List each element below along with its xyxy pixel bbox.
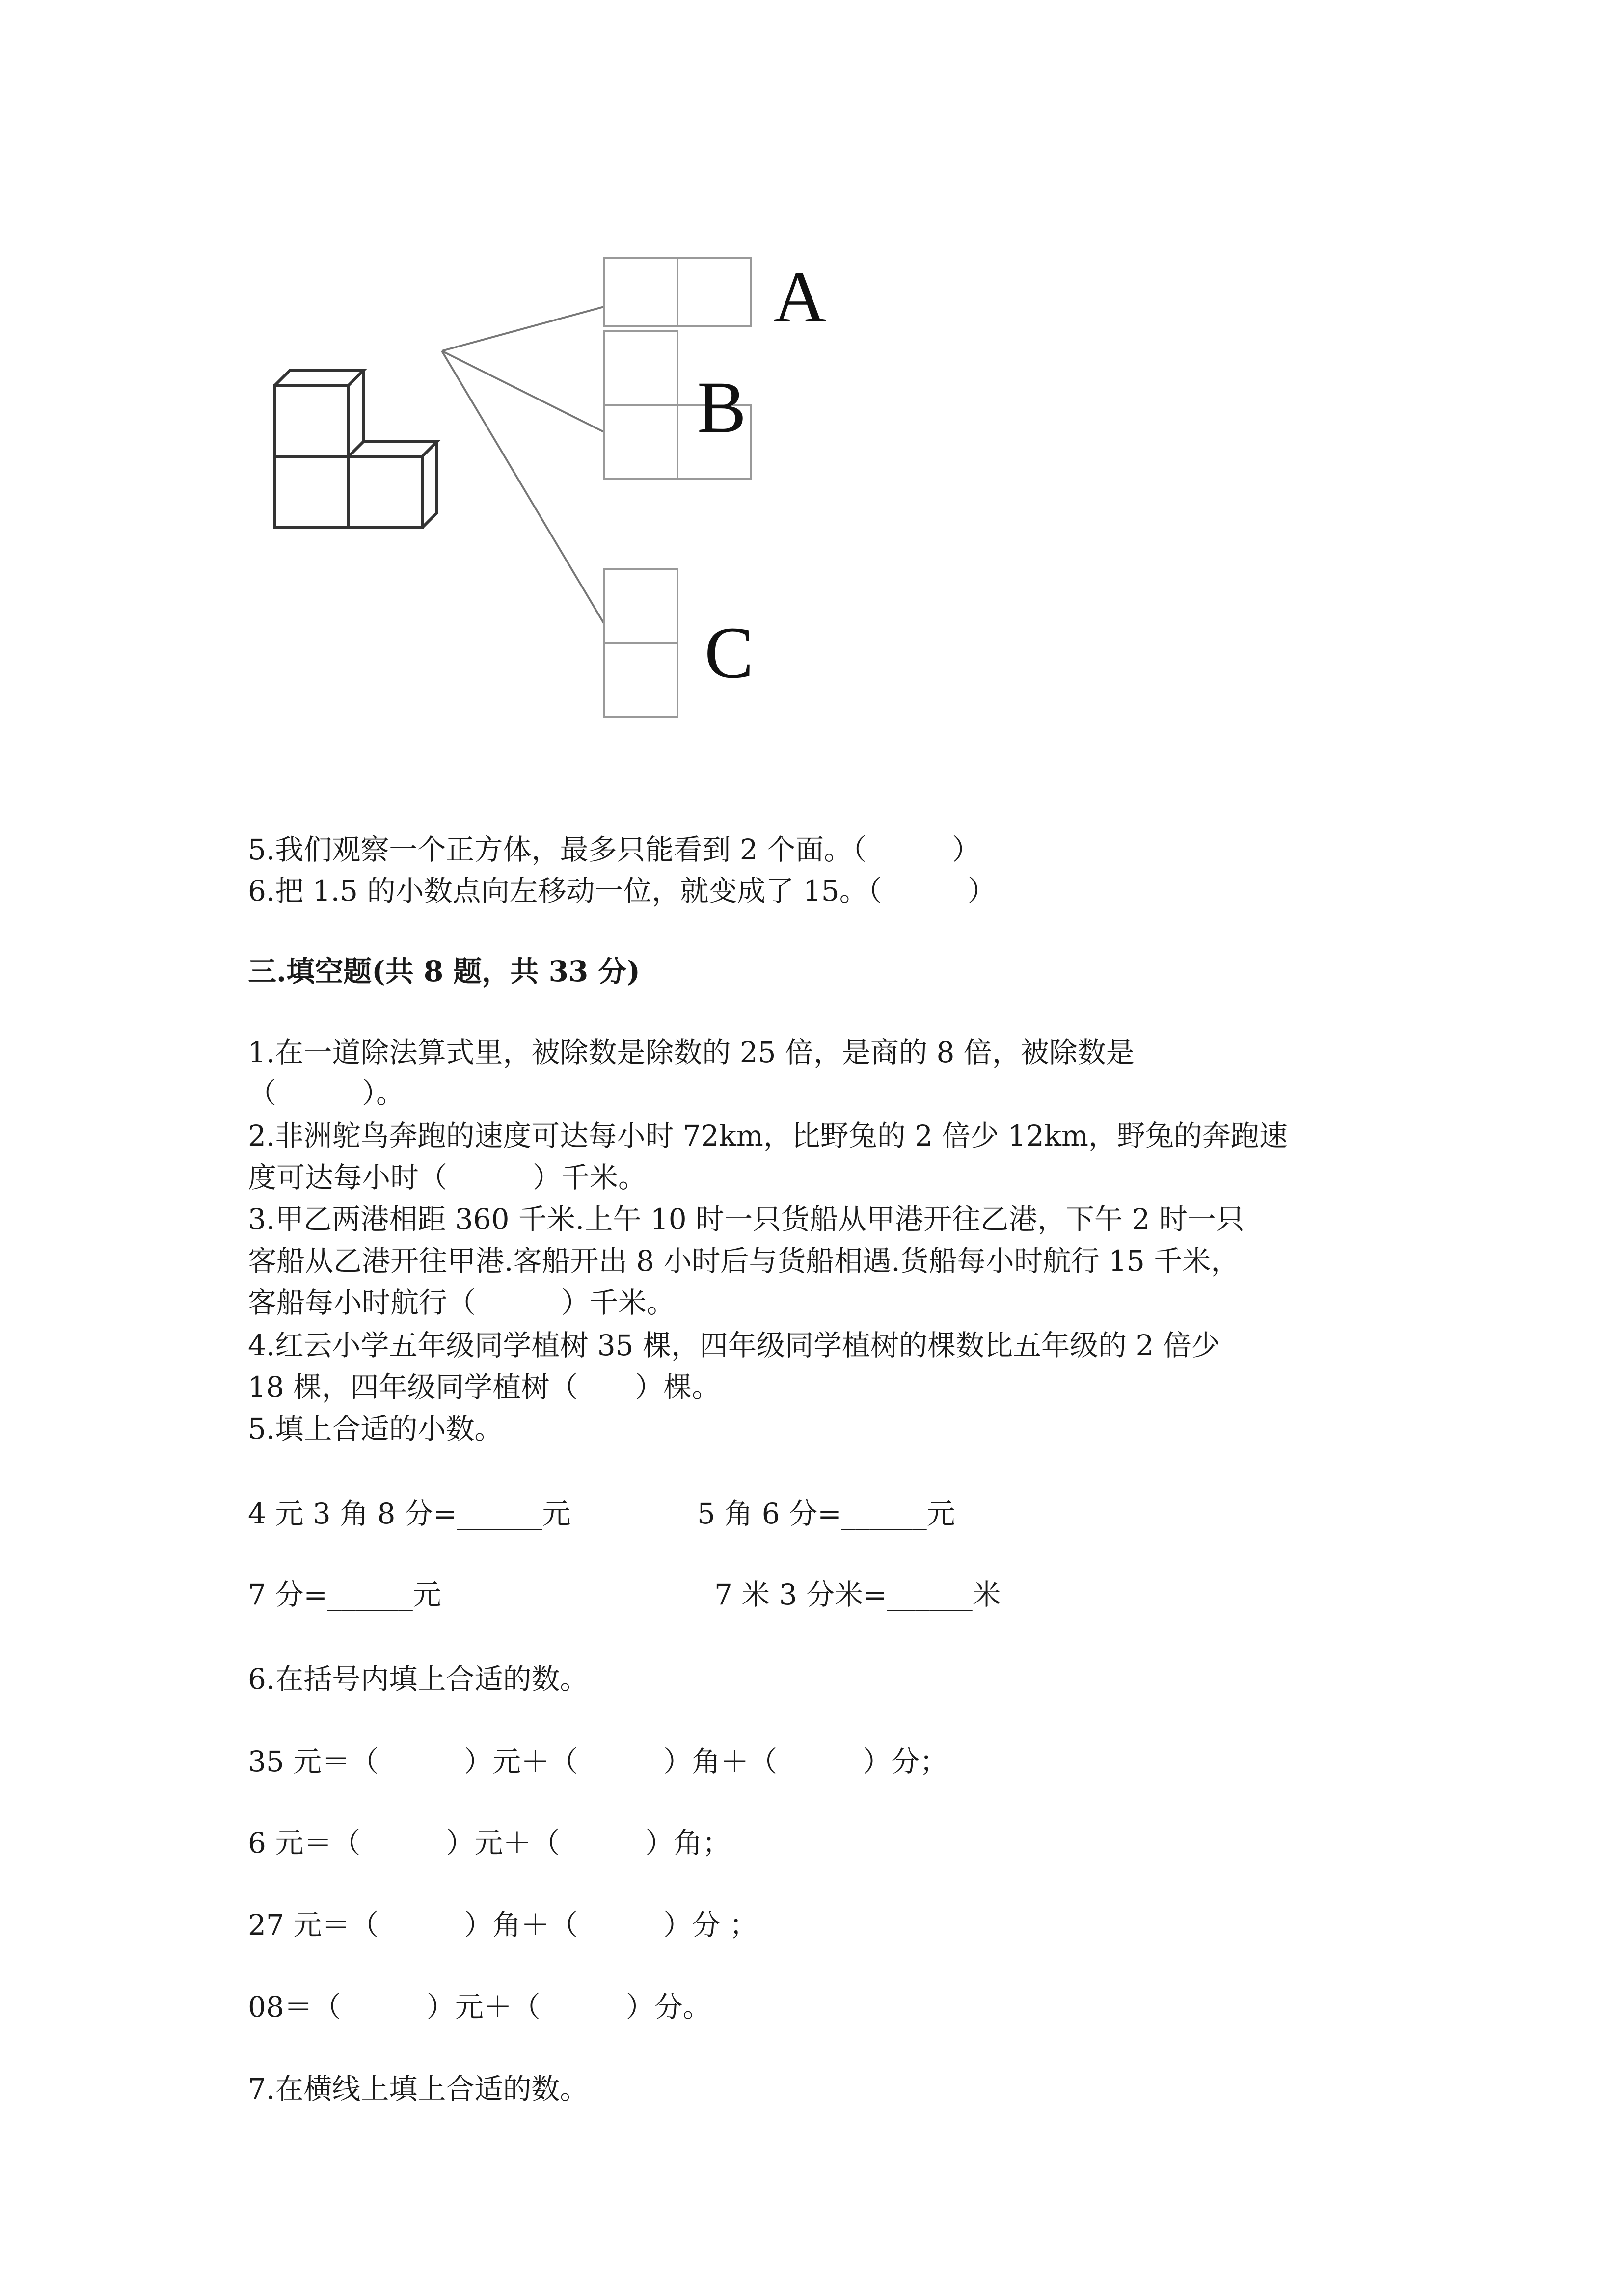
q1-line1: 1.在一道除法算式里，被除数是除数的 25 倍，是商的 8 倍，被除数是 <box>248 1036 1135 1069</box>
q5-item: 7 米 3 分米=______米 <box>714 1578 1001 1611</box>
q4-line1: 4.红云小学五年级同学植树 35 棵，四年级同学植树的棵数比五年级的 2 倍少 <box>248 1329 1220 1362</box>
label-c: C <box>704 612 754 694</box>
q5-title: 5.填上合适的小数。 <box>248 1412 503 1445</box>
q2-line2: 度可达每小时（ ）千米。 <box>248 1161 647 1194</box>
view-c <box>604 569 677 717</box>
q5-item: 7 分=______元 <box>248 1578 441 1611</box>
q3-line1: 3.甲乙两港相距 360 千米.上午 10 时一只货船从甲港开往乙港，下午 2 时一只 <box>248 1202 1245 1236</box>
cube-stack <box>275 371 437 528</box>
q6-item: 6 元＝（ ）元＋（ ）角； <box>248 1826 731 1860</box>
cube-views-figure <box>0 0 835 746</box>
q3-line2: 客船从乙港开往甲港.客船开出 8 小时后与货船相遇.货船每小时航行 15 千米， <box>248 1244 1240 1278</box>
view-a <box>604 258 751 326</box>
q6-item: 35 元＝（ ）元＋（ ）角＋（ ）分； <box>248 1745 948 1778</box>
connector-lines <box>442 307 604 623</box>
judge-q5: 5.我们观察一个正方体，最多只能看到 2 个面。（ ） <box>248 833 981 866</box>
q5-item: 5 角 6 分=______元 <box>697 1497 955 1530</box>
label-b: B <box>697 367 747 448</box>
q5-item: 4 元 3 角 8 分=______元 <box>248 1497 571 1530</box>
q6-item: 08＝（ ）元＋（ ）分。 <box>248 1990 711 2024</box>
q7-title: 7.在横线上填上合适的数。 <box>248 2072 589 2106</box>
q1-line2: （ ）。 <box>248 1076 405 1110</box>
q6-item: 27 元＝（ ）角＋（ ）分 ； <box>248 1908 758 1942</box>
q6-title: 6.在括号内填上合适的数。 <box>248 1662 589 1696</box>
q4-line2: 18 棵，四年级同学植树（ ）棵。 <box>248 1370 721 1404</box>
q3-line3: 客船每小时航行（ ）千米。 <box>248 1286 676 1319</box>
section-title: 三.填空题(共 8 题，共 33 分) <box>248 955 640 988</box>
q2-line1: 2.非洲鸵鸟奔跑的速度可达每小时 72km，比野兔的 2 倍少 12km，野兔的奔跑速 <box>248 1119 1288 1152</box>
label-a: A <box>773 256 827 338</box>
judge-q6: 6.把 1.5 的小数点向左移动一位，就变成了 15。（ ） <box>248 874 996 908</box>
